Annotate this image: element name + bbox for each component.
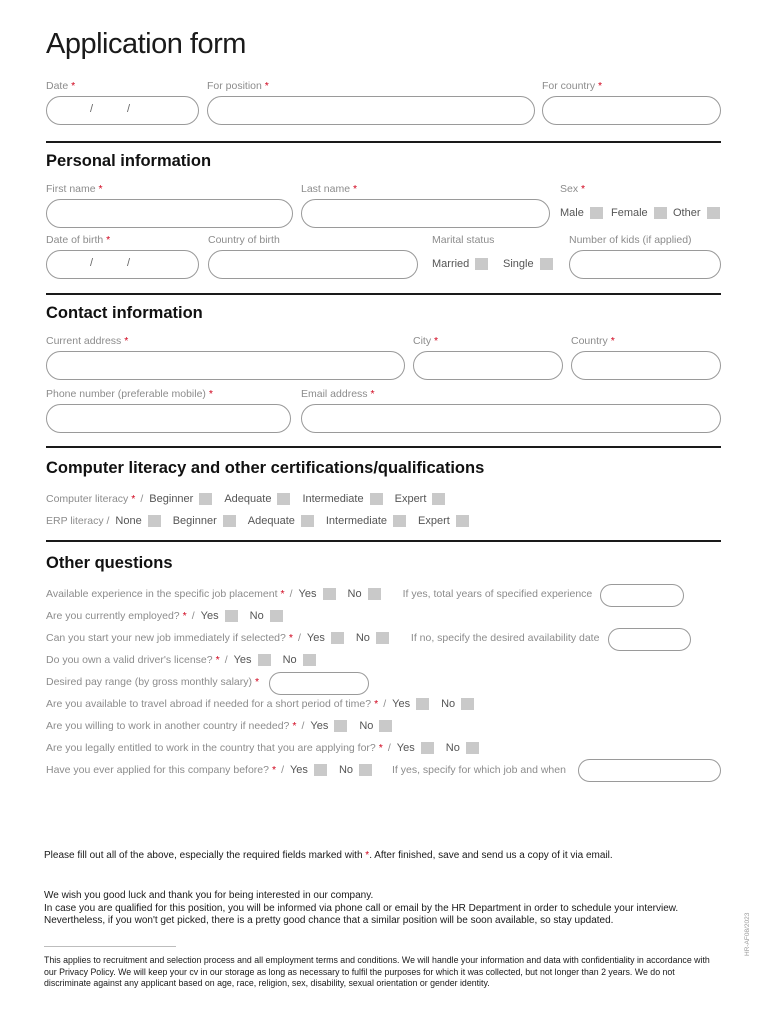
checkbox[interactable] <box>376 632 389 644</box>
yes-option[interactable]: Yes <box>234 654 271 666</box>
checkbox[interactable] <box>461 698 474 710</box>
date-separator: / <box>127 257 131 269</box>
marital-option-single[interactable]: Single <box>503 258 553 270</box>
section-title-personal: Personal information <box>46 152 212 170</box>
question-experience: Available experience in the specific job placement * / Yes No If yes, total years of specified experience <box>46 588 593 600</box>
city-label: City * <box>413 335 439 347</box>
computer-literacy-label: Computer literacy <box>46 493 129 505</box>
question-applied-before: Have you ever applied for this company before? * / Yes No If yes, specify for which job and when <box>46 764 566 776</box>
marital-status-label: Marital status <box>432 234 495 246</box>
last-name-label: Last name * <box>301 183 358 195</box>
instructions-text: Please fill out all of the above, especially the required fields marked with *. After finished, save and send us a copy of it via email. <box>44 850 613 861</box>
dob-field[interactable] <box>46 250 199 279</box>
checkbox[interactable] <box>199 493 212 505</box>
applied-before-details-field[interactable] <box>578 759 721 782</box>
availability-date-field[interactable] <box>608 628 691 651</box>
question-drivers-license: Do you own a valid driver's license? * / Yes No <box>46 654 328 666</box>
for-country-label: For country * <box>542 80 603 92</box>
section-divider <box>46 540 721 542</box>
experience-years-field[interactable] <box>600 584 684 607</box>
checkbox[interactable] <box>370 493 383 505</box>
checkbox[interactable] <box>277 493 290 505</box>
checkbox[interactable] <box>270 610 283 622</box>
yes-option[interactable]: Yes <box>392 698 429 710</box>
question-work-another-country: Are you willing to work in another country if needed? * / Yes No <box>46 720 404 732</box>
first-name-field[interactable] <box>46 199 293 228</box>
yes-option[interactable]: Yes <box>201 610 238 622</box>
yes-option[interactable]: Yes <box>307 632 344 644</box>
date-separator: / <box>90 257 94 269</box>
no-option[interactable]: No <box>446 742 479 754</box>
form-code: HR-AF08/2023 <box>744 912 751 956</box>
last-name-field[interactable] <box>301 199 550 228</box>
yes-option[interactable]: Yes <box>397 742 434 754</box>
checkbox[interactable] <box>416 698 429 710</box>
city-field[interactable] <box>413 351 563 380</box>
erp-option-none[interactable]: None <box>115 515 160 527</box>
question-travel-abroad: Are you available to travel abroad if needed for a short period of time? * / Yes No <box>46 698 486 710</box>
no-option[interactable]: No <box>348 588 381 600</box>
address-field[interactable] <box>46 351 405 380</box>
question-legally-entitled: Are you legally entitled to work in the country that you are applying for? * / Yes No <box>46 742 491 754</box>
kids-label: Number of kids (if applied) <box>569 234 692 246</box>
sex-option-female[interactable]: Female <box>611 207 667 219</box>
pay-range-field[interactable] <box>269 672 369 695</box>
checkbox[interactable] <box>456 515 469 527</box>
checkbox[interactable] <box>258 654 271 666</box>
email-field[interactable] <box>301 404 721 433</box>
no-option[interactable]: No <box>356 632 389 644</box>
erp-option-adequate[interactable]: Adequate <box>248 515 314 527</box>
computer-option-expert[interactable]: Expert <box>395 493 446 505</box>
email-label: Email address * <box>301 388 375 400</box>
computer-option-beginner[interactable]: Beginner <box>149 493 212 505</box>
checkbox[interactable] <box>148 515 161 527</box>
sex-option-male[interactable]: Male <box>560 207 603 219</box>
country-label: Country * <box>571 335 615 347</box>
checkbox[interactable] <box>707 207 720 219</box>
erp-option-beginner[interactable]: Beginner <box>173 515 236 527</box>
checkbox[interactable] <box>303 654 316 666</box>
for-country-field[interactable] <box>542 96 721 125</box>
checkbox[interactable] <box>323 588 336 600</box>
checkbox[interactable] <box>466 742 479 754</box>
kids-field[interactable] <box>569 250 721 279</box>
date-label: Date * <box>46 80 76 92</box>
date-separator: / <box>90 103 94 115</box>
no-option[interactable]: No <box>441 698 474 710</box>
checkbox[interactable] <box>368 588 381 600</box>
question-pay-range: Desired pay range (by gross monthly salary) * <box>46 676 260 688</box>
position-field[interactable] <box>207 96 535 125</box>
no-option[interactable]: No <box>359 720 392 732</box>
section-title-literacy: Computer literacy and other certifications/qualifications <box>46 459 485 477</box>
checkbox[interactable] <box>590 207 603 219</box>
section-divider <box>46 141 721 143</box>
no-option[interactable]: No <box>283 654 316 666</box>
checkbox[interactable] <box>540 258 553 270</box>
erp-option-expert[interactable]: Expert <box>418 515 469 527</box>
computer-option-intermediate[interactable]: Intermediate <box>302 493 382 505</box>
checkbox[interactable] <box>432 493 445 505</box>
erp-option-intermediate[interactable]: Intermediate <box>326 515 406 527</box>
no-option[interactable]: No <box>339 764 372 776</box>
section-title-contact: Contact information <box>46 304 203 322</box>
no-option[interactable]: No <box>250 610 283 622</box>
checkbox[interactable] <box>223 515 236 527</box>
checkbox[interactable] <box>379 720 392 732</box>
country-of-birth-label: Country of birth <box>208 234 280 246</box>
checkbox[interactable] <box>225 610 238 622</box>
section-divider <box>46 446 721 448</box>
question-employed: Are you currently employed? * / Yes No <box>46 610 295 622</box>
computer-literacy-row: Computer literacy * / Beginner Adequate Intermediate Expert <box>46 493 457 505</box>
erp-literacy-row <box>46 515 481 527</box>
sex-option-other[interactable]: Other <box>673 207 720 219</box>
first-name-label: First name * <box>46 183 103 195</box>
checkbox[interactable] <box>654 207 667 219</box>
checkbox[interactable] <box>314 764 327 776</box>
section-title-other: Other questions <box>46 554 173 572</box>
footnote-text: This applies to recruitment and selection process and all employment terms and conditions. We will handle your information and data with confidentiality in accordance with our Privacy Policy. We will keep your cv in our storage as long as necessary to fulfil the purposes for which it was collected, but not longer than 2 years. We do not discriminate against any applicant based on age, race, religion, sex, disability, sexual orientation or gender identity. <box>44 955 710 988</box>
address-label: Current address * <box>46 335 129 347</box>
sex-label: Sex * <box>560 183 586 195</box>
checkbox[interactable] <box>393 515 406 527</box>
dob-label: Date of birth * <box>46 234 111 246</box>
date-field[interactable] <box>46 96 199 125</box>
country-field[interactable] <box>571 351 721 380</box>
date-separator: / <box>127 103 131 115</box>
checkbox[interactable] <box>475 258 488 270</box>
yes-option[interactable]: Yes <box>290 764 327 776</box>
checkbox[interactable] <box>334 720 347 732</box>
checkbox[interactable] <box>359 764 372 776</box>
footnote-divider <box>44 946 176 947</box>
erp-literacy-label: ERP literacy / <box>46 515 110 527</box>
page-title: Application form <box>46 28 246 60</box>
computer-option-adequate[interactable]: Adequate <box>224 493 290 505</box>
yes-option[interactable]: Yes <box>299 588 336 600</box>
question-start-immediately: Can you start your new job immediately if selected? * / Yes No If no, specify the desired availability date <box>46 632 600 644</box>
checkbox[interactable] <box>421 742 434 754</box>
checkbox[interactable] <box>331 632 344 644</box>
checkbox[interactable] <box>301 515 314 527</box>
marital-option-married[interactable]: Married <box>432 258 488 270</box>
position-label: For position * <box>207 80 269 92</box>
phone-field[interactable] <box>46 404 291 433</box>
closing-message: We wish you good luck and thank you for being interested in our company. In case you are qualified for this position, you will be informed via phone call or email by the HR Department in order to schedule your interview. Nevertheless, if you won't get picked, there is a pretty good chance that a similar position will be soon available, so stay updated. <box>44 890 679 926</box>
phone-label: Phone number (preferable mobile) * <box>46 388 213 400</box>
yes-option[interactable]: Yes <box>310 720 347 732</box>
country-of-birth-field[interactable] <box>208 250 418 279</box>
section-divider <box>46 293 721 295</box>
